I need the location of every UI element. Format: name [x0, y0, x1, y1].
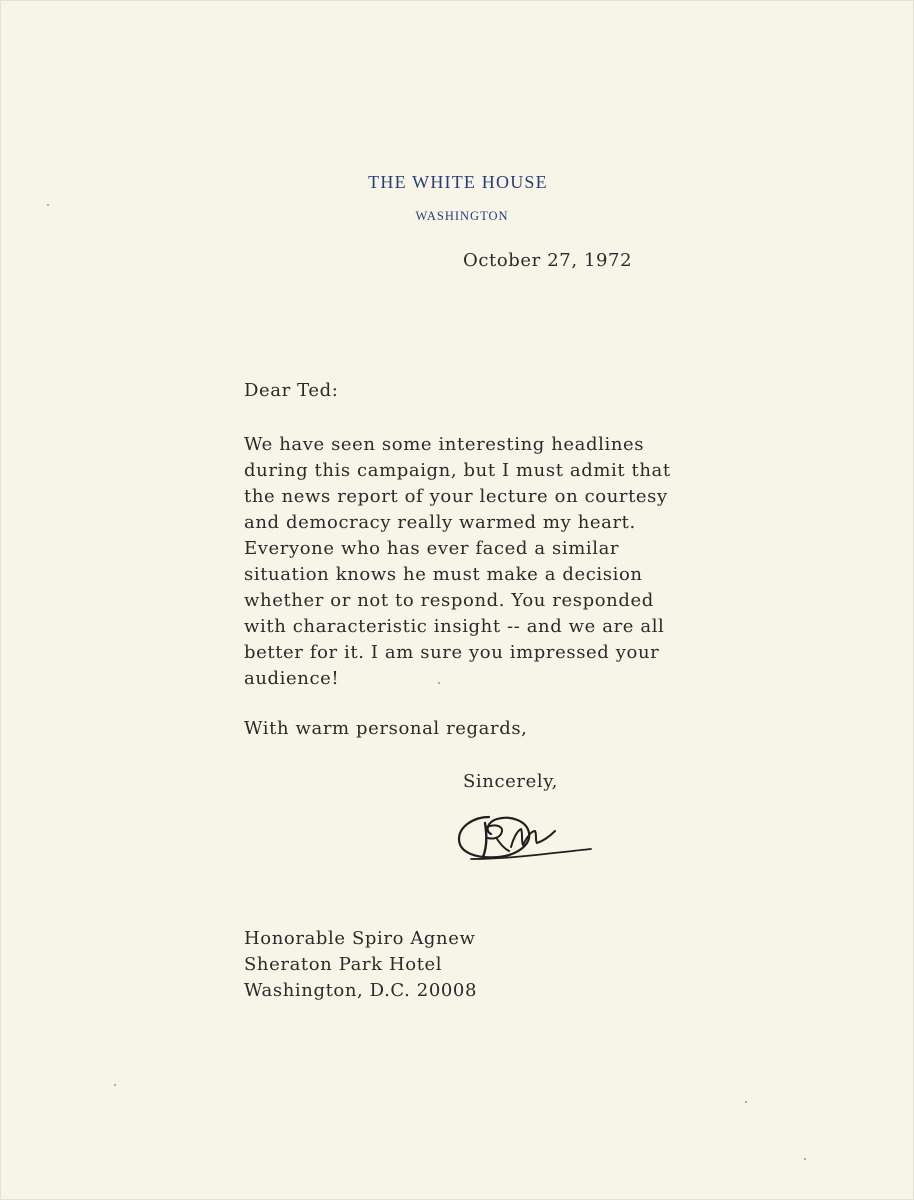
- body-line: Everyone who has ever faced a similar: [244, 538, 620, 559]
- address-line: Sheraton Park Hotel: [244, 954, 443, 975]
- address-line: Honorable Spiro Agnew: [244, 928, 476, 949]
- body-line: whether or not to respond. You responded: [244, 590, 654, 611]
- paper-speck: [745, 1101, 747, 1103]
- paper-speck: [804, 1158, 806, 1160]
- body-line: situation knows he must make a decision: [244, 564, 643, 585]
- salutation: Dear Ted:: [244, 380, 339, 401]
- body-line: the news report of your lecture on courtesy: [244, 486, 668, 507]
- paper-speck: [114, 1084, 116, 1086]
- body-line: with characteristic insight -- and we are all: [244, 616, 665, 637]
- body-line: We have seen some interesting headlines: [244, 434, 645, 455]
- body-line: and democracy really warmed my heart.: [244, 512, 636, 533]
- valediction: Sincerely,: [463, 771, 558, 792]
- letter-body: [244, 432, 784, 692]
- signature-image: [451, 801, 601, 871]
- letterhead-title: THE WHITE HOUSE: [368, 172, 548, 192]
- closing-line: With warm personal regards,: [244, 718, 528, 739]
- paper-speck: [438, 682, 440, 684]
- body-line: audience!: [244, 668, 340, 689]
- letter-date: October 27, 1972: [463, 250, 633, 271]
- recipient-address: [244, 926, 477, 1004]
- body-line: better for it. I am sure you impressed your: [244, 642, 660, 663]
- paper-speck: [47, 204, 49, 206]
- letterhead-subtitle: WASHINGTON: [415, 209, 509, 223]
- body-line: during this campaign, but I must admit that: [244, 460, 671, 481]
- address-line: Washington, D.C. 20008: [244, 980, 478, 1001]
